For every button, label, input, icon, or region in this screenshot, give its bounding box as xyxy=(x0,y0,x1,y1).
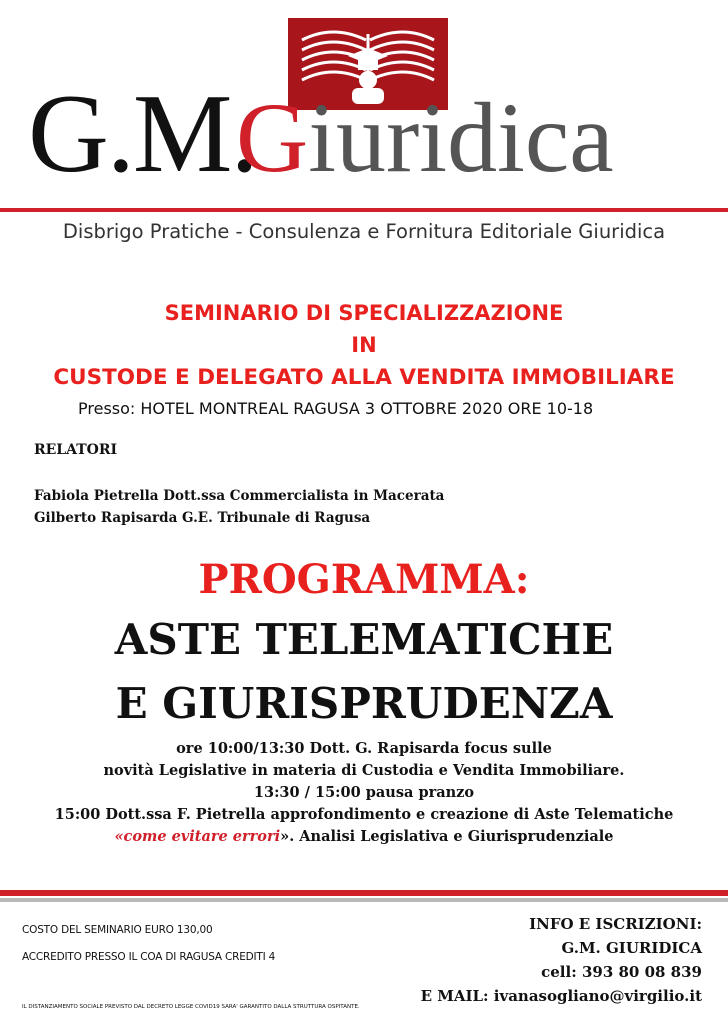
info-cell: cell: 393 80 08 839 xyxy=(541,963,702,981)
logo-subtitle: Disbrigo Pratiche - Consulenza e Fornitura Editoriale Giuridica xyxy=(62,220,666,243)
info-label: INFO E ISCRIZIONI: xyxy=(529,915,702,933)
footer-divider-red xyxy=(0,890,728,896)
seminar-venue: Presso: HOTEL MONTREAL RAGUSA 3 OTTOBRE 2020 ORE 10-18 xyxy=(78,399,594,418)
schedule-line-1: ore 10:00/13:30 Dott. G. Rapisarda focus sulle xyxy=(176,740,552,757)
footer-costo: COSTO DEL SEMINARIO EURO 130,00 xyxy=(22,924,213,936)
speaker-1: Fabiola Pietrella Dott.ssa Commercialista in Macerata xyxy=(34,488,445,504)
schedule-line-5: «come evitare errori». Analisi Legislativa e Giurisprudenziale xyxy=(114,828,614,845)
seminar-line-1: SEMINARIO DI SPECIALIZZAZIONE xyxy=(164,301,564,325)
programma-heading: PROGRAMMA: xyxy=(198,556,530,603)
programma-title-1: ASTE TELEMATICHE xyxy=(114,615,614,664)
footer-accredito: ACCREDITO PRESSO IL COA DI RAGUSA CREDITI 4 xyxy=(22,951,276,963)
schedule-line-2: novità Legislative in materia di Custodia e Vendita Immobiliare. xyxy=(103,762,625,779)
info-company: G.M. GIURIDICA xyxy=(561,939,702,957)
speaker-2: Gilberto Rapisarda G.E. Tribunale di Ragusa xyxy=(34,510,371,526)
info-email[interactable]: E MAIL: ivanasogliano@virgilio.it xyxy=(420,987,702,1005)
footer-covid-note: IL DISTANZIAMENTO SOCIALE PREVISTO DAL DECRETO LEGGE COVID19 SARA' GARANTITO DALLA STRUTTURA OSPITANTE. xyxy=(22,1004,360,1010)
seminar-line-2: IN xyxy=(351,333,377,357)
schedule-line-3: 13:30 / 15:00 pausa pranzo xyxy=(253,784,475,801)
logo-initials: G.M. xyxy=(28,72,257,196)
logo-name: Giuridica xyxy=(236,82,614,193)
footer-divider-gray xyxy=(0,898,728,902)
seminar-line-3: CUSTODE E DELEGATO ALLA VENDITA IMMOBILIARE xyxy=(53,365,675,390)
relatori-label: RELATORI xyxy=(34,442,118,458)
italic-phrase: come evitare errori xyxy=(123,828,281,845)
schedule-line-4: 15:00 Dott.ssa F. Pietrella approfondimento e creazione di Aste Telematiche xyxy=(54,806,674,823)
header-divider xyxy=(0,208,728,212)
programma-title-2: E GIURISPRUDENZA xyxy=(115,679,613,728)
